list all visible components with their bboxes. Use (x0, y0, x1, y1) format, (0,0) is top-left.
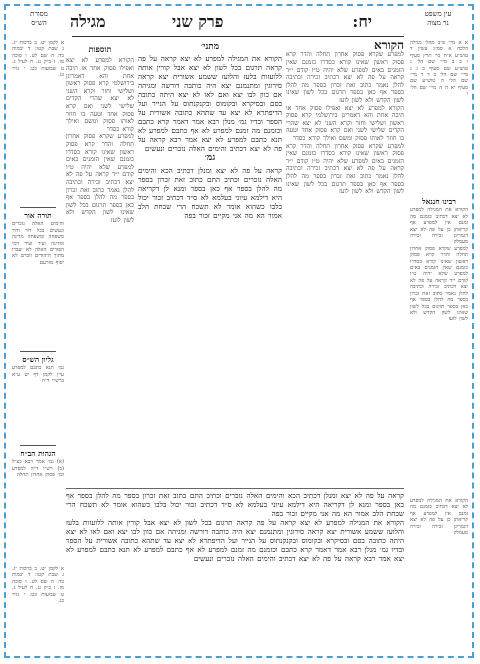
ein-mishpat-header (408, 10, 468, 28)
header-rule (72, 36, 404, 37)
ein-mishpat-text: א א מיי׳ פ״ב מהל׳ מגילה הלכה א סמ״ג עשין ד טוש״ע א״ח סי׳ תרץ סעיף ו ב ב מיי׳ שם הל׳ ג טוש״ע שם סעיף ב ג ג מיי׳ שם הל׳ ב ד ד מיי׳ שם הל׳ ה טוש״ע שם סעיף יא ה ה מיי׳ שם הל׳ ו (410, 40, 468, 98)
torah-or-column (12, 204, 64, 344)
left-footer-text: א לקמן יט. ב ברכות יג. ג שבת קטו: ד יבמות כד: ה שם לט. ו סוכה מו. ז ב״ק נג. ח לעיל ג. ט שבועות כט: י נזיר כג. (12, 566, 64, 605)
right-footer-column (410, 498, 468, 648)
rashi-column (286, 42, 404, 482)
tosafot-text: הקורא למפרע לא יצא ואפילו פסוק אחד או תיבה אחת והא דאמרינן בירושלמי קרא פסוק ראשון ושלישי וחזר וקרא השני לא יצא שהרי הקדים שלישי לשני ואם קרא פסוק אחד וטעה בו חוזר לאותו פסוק ומשם ואילך קורא כסדר (66, 57, 134, 133)
gemara-heading: גמ׳ (204, 153, 216, 164)
rashi-opening: הקורא (374, 42, 404, 52)
rashi-text-cont: הקורא למפרע לא יצא ואפילו פסוק אחד או תיבה אחת והא דאמרינן בירושלמי קרא פסוק ראשון ושלישי וחזר וקרא השני לא יצא שהרי הקדים שלישי לשני ואם קרא פסוק אחד וטעה בו חוזר לאותו פסוק ומשם ואילך קורא כסדר (286, 104, 404, 142)
bottom-text-cont: הקורא את המגילה למפרע לא יצא קראה על פה קראה תרגום בכל לשון לא יצא אבל קורין אותה ללועזות בלעז והלועז ששמע אשורית יצא קראה סירוגין ומתנמנם יצא היה כותבה דורשה ומגיהה אם כוון לבו יצא ואם לאו לא יצא היתה כתובה בסם ובסיקרא ובקומוס ובקנקנתוס על הנייר ועל הדיפתרא לא יצא עד שתהא כתובה אשורית על הספר ובדיו גמ׳ מנלן רבא אמר דאמר קרא כתבם וכזמנם מה זמנם למפרע לא אף כתבם למפרע לא תנא כתבם למפרע לא יצא אמר רבא קראה על פה לא יצא דכתיב והימים האלה נזכרים ונעשים (66, 518, 404, 563)
daf-number: יח: (352, 12, 372, 31)
hashas-title: הש״ס (31, 19, 47, 27)
rashi-text-cont-2: למפרע שקרא פסוק אחרון תחלה והדר קרא פסוק ראשון שאינו קורא כסדרו כזמנם שאין הזמנים באים למפרע שלא יהיה ט״ו קודם י״ד קראה על פה לא יצא דכתיב זכירה וכתיבה להלן נאמר כתוב זאת זכרון בספר מה להלן בספר אף כאן בספר תרגום בכל לשון שאינו לשון הקדש ולא לשון לועז (286, 142, 404, 196)
ein-mishpat-title: עין משפט (424, 10, 452, 18)
chananel-text: הקורא את המגילה למפרע לא יצא דכתיב כזמנם מה זמנם אין למפרע אף קריאתן כן על פה לא יצא דגמרינן זכירה זכירה מעמלק (410, 207, 468, 246)
chananel-text-cont: למפרע שקרא פסוק אחרון תחלה והדר קרא פסוק ראשון שאינו קורא כסדרו כזמנם שאין הזמנים באים למפרע שלא יהיה ט״ו קודם י״ד קראה על פה לא יצא דכתיב זכירה וכתיבה להלן נאמר כתוב זאת זכרון בספר מה להלן בספר אף כאן בספר תרגום בכל לשון שאינו לשון הקדש ולא לשון לועז (410, 245, 468, 323)
torah-or-heading: תורה אור (24, 211, 52, 220)
bottom-text-block (66, 488, 404, 651)
gilyon-text: גמ׳ תנא כתבם למפרע עיין לקמן דף יט ע״א ברש״י ד״ה (12, 365, 64, 385)
mesoret-column (12, 40, 64, 200)
mesoret-header (12, 10, 66, 28)
divider (20, 207, 56, 208)
gilyon-heading: גליון הש״ס (22, 355, 54, 364)
right-footer-text: הקורא את המגילה למפרע לא יצא דכתיב כזמנם מה זמנם אין למפרע אף קריאתן כן על פה לא יצא דגמרינן זכירה זכירה מעמלק (410, 498, 468, 537)
masechet-title: מגילה (70, 12, 106, 31)
mesoret-text: א לקמן יט. ב ברכות יג. ג שבת קטו: ד יבמות כד: ה שם לט. ו סוכה מו. ז ב״ק נג. ח לעיל ג. ט שבועות כט: י נזיר כג. (12, 40, 64, 79)
hagahot-column (12, 442, 64, 562)
hagahot-text: (א) גמ׳ אמר רבא כצ״ל (ב) רש״י ד״ה למפרע וכו׳ פסוק אחרון תחלה (12, 459, 64, 479)
talmud-page (12, 10, 468, 650)
chananel-heading: רבינו חננאל (422, 197, 456, 206)
gemara-text: הקורא את המגילה למפרע לא יצא קראה על פה קראה תרגום בכל לשון לא יצא אבל קורין אותה ללועזות בלעז והלועז ששמע אשורית יצא קראה סירוגין ומתנמנם יצא היה כותבה דורשה ומגיהה אם כוון לבו יצא ואם לאו לא יצא היתה כתובה בסם ובסיקרא ובקומוס ובקנקנתוס על הנייר ועל הדיפתרא לא יצא עד שתהא כתובה אשורית על הספר ובדיו גמ׳ מנלן רבא אמר דאמר קרא כתבם וכזמנם מה זמנם למפרע לא אף כתבם למפרע לא תנא כתבם למפרע לא יצא אמר רבא קראה על פה לא יצא דכתיב והימים האלה נזכרים ונעשים (138, 54, 282, 154)
page-header (12, 10, 468, 38)
gemara-column (138, 42, 282, 414)
tosafot-heading: תוספות (88, 44, 112, 54)
bottom-text: קראה על פה לא יצא ומנלן דכתיב הכא והימים האלה נזכרים וכתיב התם כתוב זאת זכרון בספר מה להלן בספר אף כאן בספר ומנא לן דקריאה היא דילמא עיוני בעלמא לא ס״ד דכתיב זכור יכול בלבו כשהוא אומר לא תשכח הרי שכחת הלב אמור הא מה אני מקיים זכור בפה (66, 491, 404, 518)
hagahot-heading: הגהות הב״ח (20, 449, 56, 458)
gilyon-column (12, 348, 64, 438)
tosafot-text-cont: למפרע שקרא פסוק אחרון תחלה והדר קרא פסוק ראשון שאינו קורא כסדרו כזמנם שאין הזמנים באים למפרע שלא יהיה ט״ו קודם י״ד קראה על פה לא יצא דכתיב זכירה וכתיבה להלן נאמר כתוב זאת זכרון בספר מה להלן בספר אף כאן בספר תרגום בכל לשון שאינו לשון הקדש ולא לשון לועז (66, 133, 134, 224)
left-footer-column (12, 566, 64, 648)
perek-title: פרק שני (172, 12, 224, 31)
ner-mitzvah-title: נר מצוה (427, 19, 449, 27)
torah-or-text: והימים האלה נזכרים ונעשים בכל דור ודור משפחה ומשפחה מדינה ומדינה ועיר ועיר וימי הפורים האלה לא יעברו מתוך היהודים וזכרם לא יסוף מזרעם (12, 221, 64, 266)
tosafot-column (66, 42, 134, 482)
divider (20, 445, 56, 446)
rashi-text: למפרע שקרא פסוק אחרון תחלה והדר קרא פסוק ראשון שאינו קורא כסדרו כזמנם שאין הזמנים באים למפרע שלא יהיה ט״ו קודם י״ד קראה על פה לא יצא דכתיב זכירה וכתיבה להלן נאמר כתוב זאת זכרון בספר מה להלן בספר אף כאן בספר תרגום בכל לשון שאינו לשון הקדש ולא לשון לועז (286, 51, 404, 104)
mishna-heading: מתני׳ (200, 42, 220, 52)
mesoret-title: מסורת (30, 10, 48, 18)
gemara-text-cont: קראה על פה לא יצא ומנלן דכתיב הכא והימים האלה נזכרים וכתיב התם כתוב זאת זכרון בספר מה להלן בספר אף כאן בספר ומנא לן דקריאה היא דילמא עיוני בעלמא לא ס״ד דכתיב זכור יכול בלבו כשהוא אומר לא תשכח הרי שכחת הלב אמור הא מה אני מקיים זכור בפה (138, 165, 282, 220)
ein-mishpat-column (410, 40, 468, 190)
rabbeinu-chananel-column (410, 194, 468, 494)
divider (20, 351, 56, 352)
